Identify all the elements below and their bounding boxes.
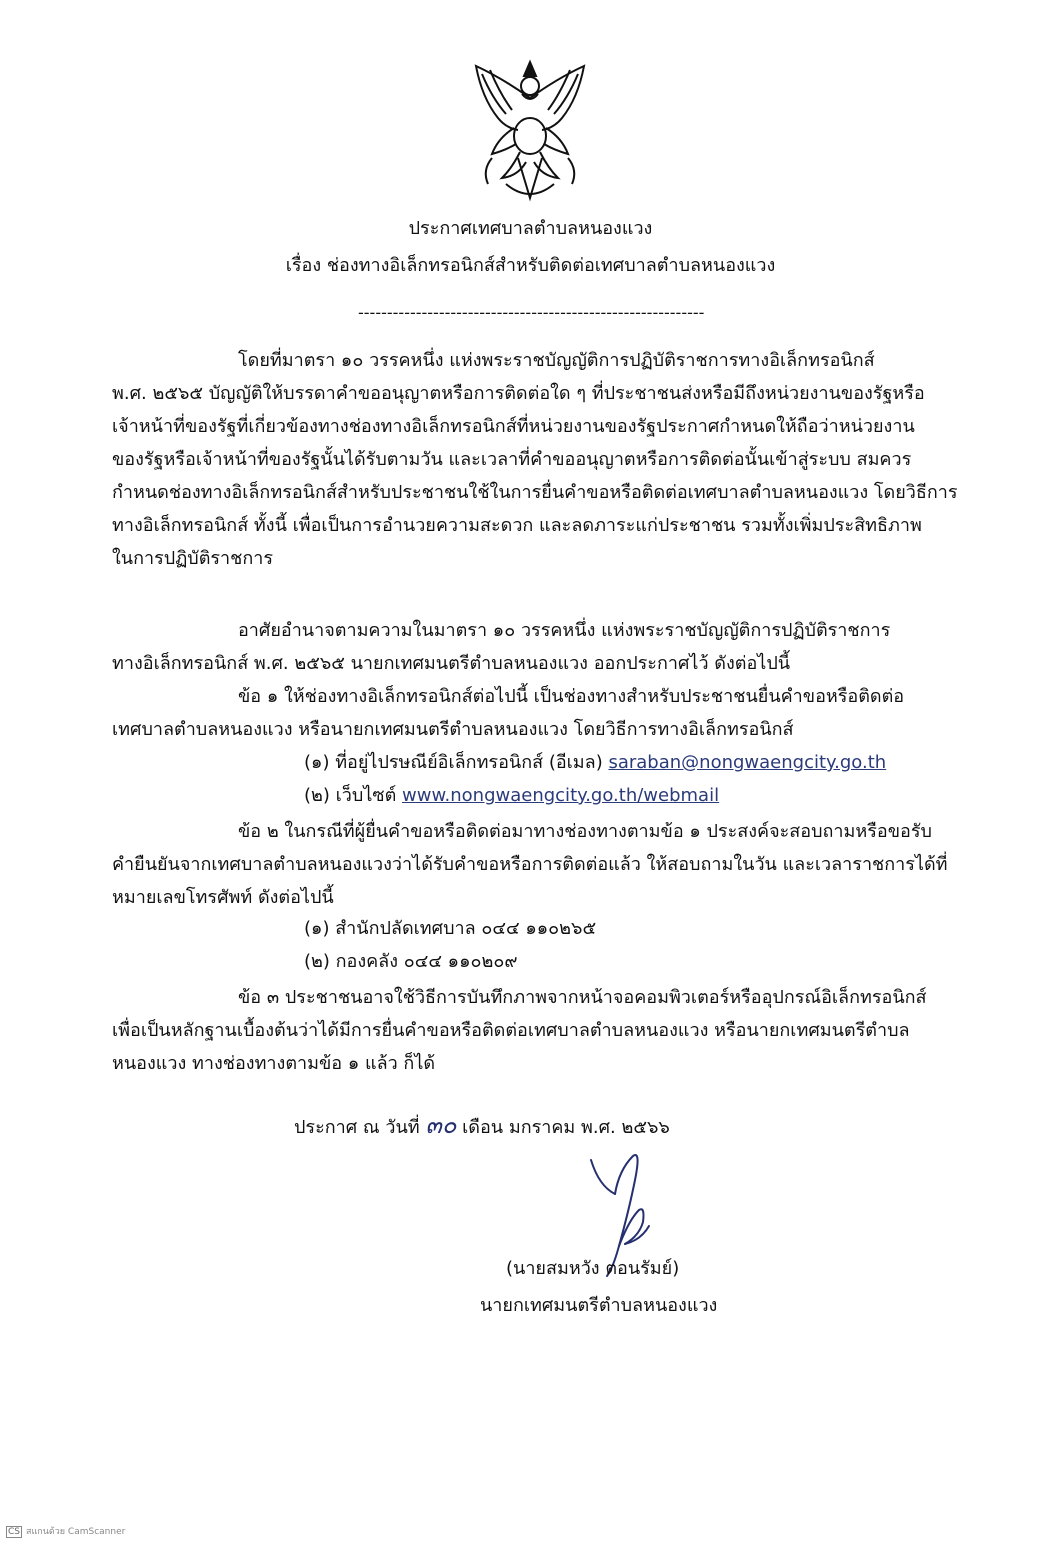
garuda-emblem (462, 58, 598, 204)
intro-line: ของรัฐหรือเจ้าหน้าที่ของรัฐนั้นได้รับตามวัน และเวลาที่คำขออนุญาตหรือการติดต่อนั้นเข้าสู่ระบบ สมควร (112, 449, 912, 470)
website-label: (๒) เว็บไซต์ (304, 785, 397, 806)
intro-line: ในการปฏิบัติราชการ (112, 548, 274, 569)
scanner-footer (6, 1524, 125, 1538)
authority-line: อาศัยอำนาจตามความในมาตรา ๑๐ วรรคหนึ่ง แห่งพระราชบัญญัติการปฏิบัติราชการ (238, 620, 891, 641)
email-item (304, 746, 886, 812)
intro-line: พ.ศ. ๒๕๖๕ บัญญัติให้บรรดาคำขออนุญาตหรือการติดต่อใด ๆ ที่ประชาชนส่งหรือมีถึงหน่วยงานของรัฐหรือ (112, 383, 925, 404)
clause-2 (112, 815, 948, 914)
intro-line: เจ้าหน้าที่ของรัฐที่เกี่ยวข้องทางช่องทางอิเล็กทรอนิกส์ที่หน่วยงานของรัฐประกาศกำหนดให้ถือว่าหน่วยงาน (112, 416, 915, 437)
clause-2-line: หมายเลขโทรศัพท์ ดังต่อไปนี้ (112, 887, 334, 908)
camscanner-text: สแกนด้วย CamScanner (26, 1527, 126, 1537)
website-link[interactable]: www.nongwaengcity.go.th/webmail (402, 785, 720, 806)
clause-3-line: เพื่อเป็นหลักฐานเบื้องต้นว่าได้มีการยื่นคำขอหรือติดต่อเทศบาลตำบลหนองแวง หรือนายกเทศมนตรีตำบล (112, 1020, 910, 1041)
clause-3 (112, 981, 927, 1080)
clause-1-line: เทศบาลตำบลหนองแวง หรือนายกเทศมนตรีตำบลหนองแวง โดยวิธีการทางอิเล็กทรอนิกส์ (112, 719, 794, 740)
authority-paragraph (112, 614, 890, 680)
intro-line: กำหนดช่องทางอิเล็กทรอนิกส์สำหรับประชาชนใช้ในการยื่นคำขอหรือติดต่อเทศบาลตำบลหนองแวง โดยวิธีการ (112, 482, 958, 503)
camscanner-badge: CS (8, 1527, 20, 1537)
authority-line: ทางอิเล็กทรอนิกส์ พ.ศ. ๒๕๖๕ นายกเทศมนตรีตำบลหนองแวง ออกประกาศไว้ ดังต่อไปนี้ (112, 653, 791, 674)
phone-finance: (๒) กองคลัง ๐๔๔ ๑๑๐๒๐๙ (304, 951, 518, 972)
clause-2-line: คำยืนยันจากเทศบาลตำบลหนองแวงว่าได้รับคำขอหรือการติดต่อแล้ว ให้สอบถามในวัน และเวลาราชการได้ที่ (112, 854, 948, 875)
phone-list (304, 912, 596, 978)
announce-day: ๓๐ (425, 1111, 457, 1139)
clause-3-line: หนองแวง ทางช่องทางตามข้อ ๑ แล้ว ก็ได้ (112, 1053, 436, 1074)
signatory-name: (นายสมหวัง ตอนรัมย์) (506, 1258, 680, 1279)
phone-office: (๑) สำนักปลัดเทศบาล ๐๔๔ ๑๑๐๒๖๕ (304, 918, 597, 939)
intro-line: โดยที่มาตรา ๑๐ วรรคหนึ่ง แห่งพระราชบัญญัติการปฏิบัติราชการทางอิเล็กทรอนิกส์ (238, 350, 875, 371)
clause-1-line: ข้อ ๑ ให้ช่องทางอิเล็กทรอนิกส์ต่อไปนี้ เป็นช่องทางสำหรับประชาชนยื่นคำขอหรือติดต่อ (238, 686, 905, 707)
email-label: (๑) ที่อยู่ไปรษณีย์อิเล็กทรอนิกส์ (อีเมล) (304, 752, 603, 773)
document-title: ประกาศเทศบาลตำบลหนองแวง (408, 218, 653, 239)
clause-3-line: ข้อ ๓ ประชาชนอาจใช้วิธีการบันทึกภาพจากหน้าจอคอมพิวเตอร์หรืออุปกรณ์อิเล็กทรอนิกส์ (238, 987, 927, 1008)
document-subject: เรื่อง ช่องทางอิเล็กทรอนิกส์สำหรับติดต่อเทศบาลตำบลหนองแวง (285, 255, 776, 276)
announce-prefix: ประกาศ ณ วันที่ (294, 1117, 420, 1138)
announce-suffix: เดือน มกราคม พ.ศ. ๒๕๖๖ (462, 1117, 670, 1138)
email-link[interactable]: saraban@nongwaengcity.go.th (608, 752, 887, 773)
clause-2-line: ข้อ ๒ ในกรณีที่ผู้ยื่นคำขอหรือติดต่อมาทางช่องทางตามข้อ ๑ ประสงค์จะสอบถามหรือขอรับ (238, 821, 932, 842)
announce-date (294, 1111, 670, 1139)
signatory-position: นายกเทศมนตรีตำบลหนองแวง (480, 1295, 718, 1316)
clause-1 (112, 680, 904, 746)
intro-line: ทางอิเล็กทรอนิกส์ ทั้งนี้ เพื่อเป็นการอำนวยความสะดวก และลดภาระแก่ประชาชน รวมทั้งเพิ่มประสิทธิภาพ (112, 515, 922, 536)
intro-paragraph (112, 344, 958, 575)
title-divider: ------------------------------------------------------------ (358, 303, 705, 322)
